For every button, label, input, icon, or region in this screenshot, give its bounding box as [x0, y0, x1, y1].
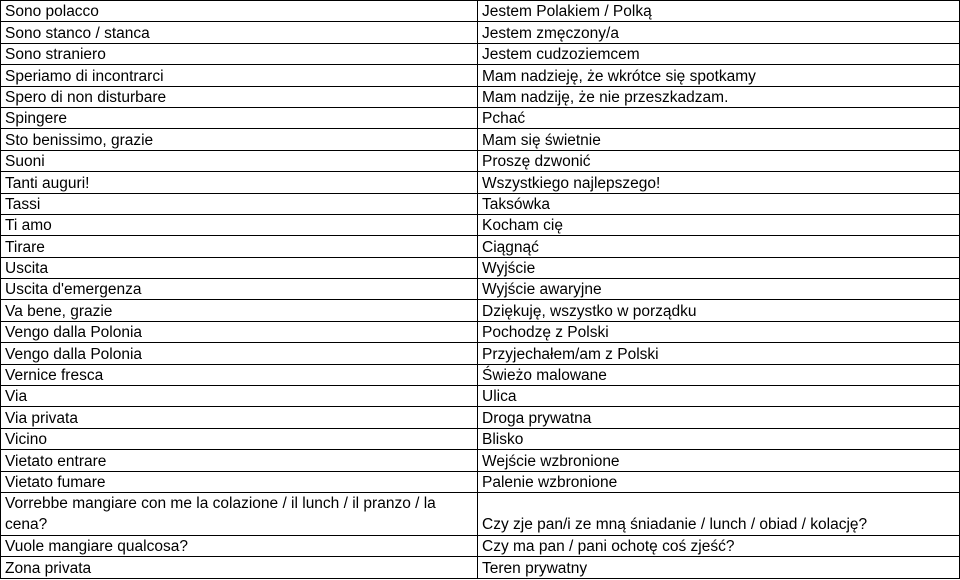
table-row [1, 386, 960, 407]
polish-translation-cell: Pochodzę z Polski [478, 321, 960, 342]
italian-phrase-cell: Tassi [1, 193, 478, 214]
italian-phrase-cell: Tirare [1, 236, 478, 257]
italian-phrase-cell: Sono stanco / stanca [1, 22, 478, 43]
polish-translation-cell: Mam się świetnie [478, 129, 960, 150]
italian-phrase-cell: Tanti auguri! [1, 172, 478, 193]
table-row [1, 172, 960, 193]
polish-translation-cell: Teren prywatny [478, 557, 960, 578]
table-row [1, 150, 960, 171]
table-row [1, 193, 960, 214]
table-row [1, 22, 960, 43]
polish-translation-cell: Wyjście awaryjne [478, 279, 960, 300]
italian-phrase-cell: Vicino [1, 428, 478, 449]
italian-phrase-cell: Vengo dalla Polonia [1, 343, 478, 364]
table-row [1, 279, 960, 300]
table-row [1, 1, 960, 22]
polish-translation-cell: Czy ma pan / pani ochotę coś zjeść? [478, 535, 960, 556]
polish-translation-cell: Mam nadziję, że nie przeszkadzam. [478, 86, 960, 107]
italian-phrase-cell: Vernice fresca [1, 364, 478, 385]
polish-translation-cell: Jestem cudzoziemcem [478, 43, 960, 64]
polish-translation-cell: Proszę dzwonić [478, 150, 960, 171]
table-row [1, 471, 960, 492]
italian-phrase-cell: Spingere [1, 107, 478, 128]
table-row [1, 129, 960, 150]
italian-phrase-cell: Suoni [1, 150, 478, 171]
table-row [1, 492, 960, 535]
table-row [1, 450, 960, 471]
table-row [1, 364, 960, 385]
polish-translation-cell: Wszystkiego najlepszego! [478, 172, 960, 193]
italian-phrase-cell: Ti amo [1, 214, 478, 235]
polish-translation-cell: Ulica [478, 386, 960, 407]
italian-phrase-cell: Spero di non disturbare [1, 86, 478, 107]
polish-translation-cell: Taksówka [478, 193, 960, 214]
polish-translation-cell: Jestem zmęczony/a [478, 22, 960, 43]
table-row [1, 407, 960, 428]
table-row [1, 535, 960, 556]
italian-phrase-cell: Sono polacco [1, 1, 478, 22]
polish-translation-cell: Palenie wzbronione [478, 471, 960, 492]
table-row [1, 43, 960, 64]
italian-phrase-cell: Vuole mangiare qualcosa? [1, 535, 478, 556]
italian-phrase-cell: Speriamo di incontrarci [1, 65, 478, 86]
polish-translation-cell: Czy zje pan/i ze mną śniadanie / lunch / obiad / kolację? [478, 492, 960, 535]
polish-translation-cell: Mam nadzieję, że wkrótce się spotkamy [478, 65, 960, 86]
table-row [1, 107, 960, 128]
italian-phrase-cell: Vietato entrare [1, 450, 478, 471]
italian-phrase-cell: Sto benissimo, grazie [1, 129, 478, 150]
table-row [1, 86, 960, 107]
table-row [1, 214, 960, 235]
polish-translation-cell: Przyjechałem/am z Polski [478, 343, 960, 364]
table-row [1, 65, 960, 86]
polish-translation-cell: Blisko [478, 428, 960, 449]
table-row [1, 236, 960, 257]
italian-phrase-cell: Vorrebbe mangiare con me la colazione / il lunch / il pranzo / la cena? [1, 492, 478, 535]
polish-translation-cell: Droga prywatna [478, 407, 960, 428]
table-row [1, 343, 960, 364]
polish-translation-cell: Kocham cię [478, 214, 960, 235]
table-row [1, 321, 960, 342]
italian-phrase-cell: Via [1, 386, 478, 407]
italian-phrase-cell: Uscita [1, 257, 478, 278]
polish-translation-cell: Dziękuję, wszystko w porządku [478, 300, 960, 321]
polish-translation-cell: Wejście wzbronione [478, 450, 960, 471]
phrase-table-body [1, 1, 960, 579]
italian-phrase-cell: Zona privata [1, 557, 478, 578]
italian-phrase-cell: Sono straniero [1, 43, 478, 64]
polish-translation-cell: Ciągnąć [478, 236, 960, 257]
polish-translation-cell: Świeżo malowane [478, 364, 960, 385]
polish-translation-cell: Jestem Polakiem / Polką [478, 1, 960, 22]
table-row [1, 257, 960, 278]
italian-phrase-cell: Uscita d'emergenza [1, 279, 478, 300]
italian-phrase-cell: Vengo dalla Polonia [1, 321, 478, 342]
italian-phrase-cell: Va bene, grazie [1, 300, 478, 321]
table-row [1, 300, 960, 321]
polish-translation-cell: Wyjście [478, 257, 960, 278]
table-row [1, 428, 960, 449]
polish-translation-cell: Pchać [478, 107, 960, 128]
italian-phrase-cell: Vietato fumare [1, 471, 478, 492]
table-row [1, 557, 960, 578]
italian-phrase-cell: Via privata [1, 407, 478, 428]
